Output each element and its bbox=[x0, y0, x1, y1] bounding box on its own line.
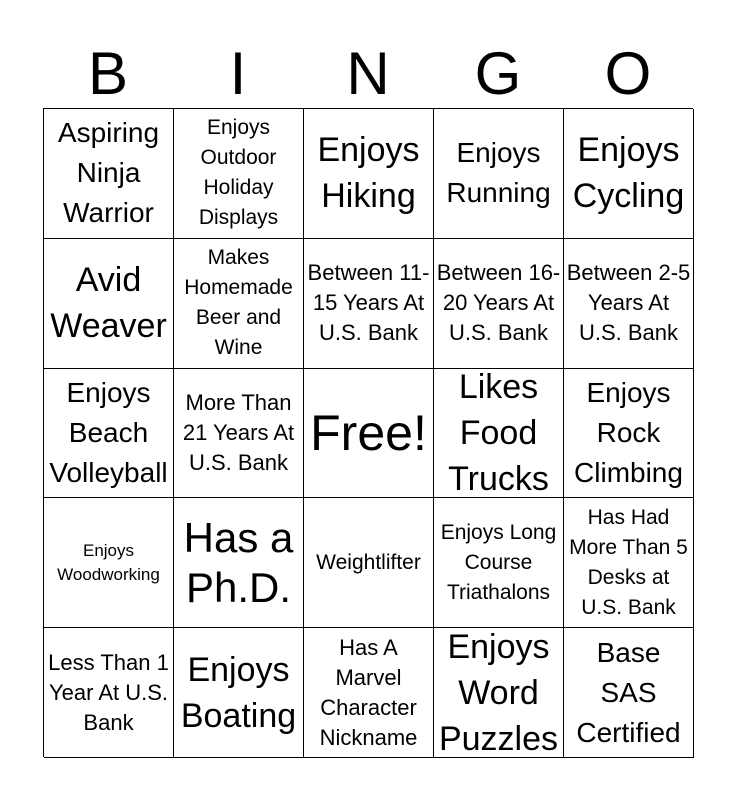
bingo-cell[interactable]: Enjoys Beach Volleyball bbox=[44, 369, 174, 499]
bingo-cell[interactable]: Enjoys Cycling bbox=[564, 109, 694, 239]
bingo-cell[interactable]: Enjoys Boating bbox=[174, 628, 304, 758]
bingo-board bbox=[43, 108, 693, 757]
header-letter-b: B bbox=[87, 40, 129, 107]
bingo-cell[interactable]: Enjoys Rock Climbing bbox=[564, 369, 694, 499]
bingo-cell-free[interactable]: Free! bbox=[304, 369, 434, 499]
header-letter-o: O bbox=[604, 40, 652, 107]
bingo-cell[interactable]: Base SAS Certified bbox=[564, 628, 694, 758]
bingo-cell[interactable]: Has Had More Than 5 Desks at U.S. Bank bbox=[564, 498, 694, 628]
header-letter-i: I bbox=[229, 40, 247, 107]
bingo-cell[interactable]: Enjoys Woodworking bbox=[44, 498, 174, 628]
bingo-cell[interactable]: Likes Food Trucks bbox=[434, 369, 564, 499]
bingo-cell[interactable]: Avid Weaver bbox=[44, 239, 174, 369]
bingo-cell[interactable]: Between 16-20 Years At U.S. Bank bbox=[434, 239, 564, 369]
bingo-cell[interactable]: Has A Marvel Character Nickname bbox=[304, 628, 434, 758]
bingo-header bbox=[43, 40, 693, 108]
bingo-cell[interactable]: Has a Ph.D. bbox=[174, 498, 304, 628]
bingo-cell[interactable]: Between 11-15 Years At U.S. Bank bbox=[304, 239, 434, 369]
bingo-cell[interactable]: Makes Homemade Beer and Wine bbox=[174, 239, 304, 369]
header-letter-n: N bbox=[346, 40, 390, 107]
bingo-cell[interactable]: Enjoys Running bbox=[434, 109, 564, 239]
header-letter-g: G bbox=[474, 40, 522, 107]
bingo-cell[interactable]: Aspiring Ninja Warrior bbox=[44, 109, 174, 239]
bingo-cell[interactable]: Enjoys Long Course Triathalons bbox=[434, 498, 564, 628]
bingo-cell[interactable]: More Than 21 Years At U.S. Bank bbox=[174, 369, 304, 499]
bingo-cell[interactable]: Enjoys Word Puzzles bbox=[434, 628, 564, 758]
bingo-cell[interactable]: Enjoys Outdoor Holiday Displays bbox=[174, 109, 304, 239]
bingo-cell[interactable]: Weightlifter bbox=[304, 498, 434, 628]
bingo-cell[interactable]: Less Than 1 Year At U.S. Bank bbox=[44, 628, 174, 758]
bingo-cell[interactable]: Between 2-5 Years At U.S. Bank bbox=[564, 239, 694, 369]
bingo-cell[interactable]: Enjoys Hiking bbox=[304, 109, 434, 239]
